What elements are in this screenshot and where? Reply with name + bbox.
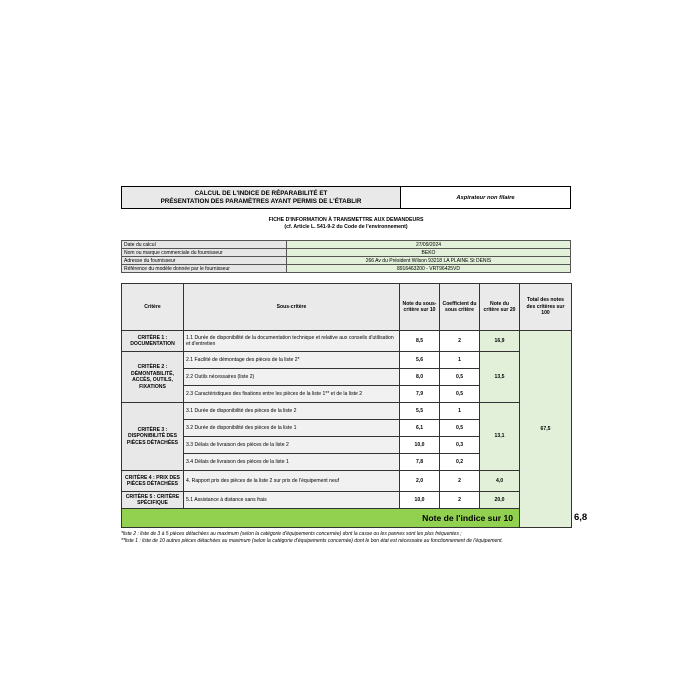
final-score-label: Note de l'indice sur 10	[122, 509, 520, 528]
table-row	[122, 352, 572, 369]
footnotes	[121, 531, 573, 545]
subcriterion-note: 5,6	[400, 352, 440, 369]
info-row	[122, 241, 571, 249]
criteria-table	[121, 283, 588, 528]
info-row	[122, 249, 571, 257]
subcriterion-coef: 0,2	[440, 454, 480, 471]
criterion-1-score: 16,9	[480, 331, 520, 352]
criterion-5-score: 20,0	[480, 492, 520, 509]
table-row	[122, 492, 572, 509]
final-row: Note de l'indice sur 10 6,8	[122, 509, 572, 528]
info-label: Date du calcul	[122, 241, 287, 249]
title-line-1: CALCUL DE L'INDICE DE RÉPARABILITÉ ET	[194, 189, 328, 197]
subcriterion-label: 2.2 Outils nécessaires (liste 2)	[184, 369, 400, 386]
col-note: Note du sous-critère sur 10	[400, 284, 440, 331]
subcriterion-coef: 0,5	[440, 386, 480, 403]
fiche-line-2: (cf. Article L. 541-9-2 du Code de l'environnement)	[284, 224, 408, 230]
fiche-heading	[121, 217, 571, 231]
table-row	[122, 403, 572, 420]
criterion-2-name: CRITÈRE 2 : DÉMONTABILITÉ, ACCÈS, OUTILS, FIXATIONS	[122, 352, 184, 403]
info-value: BEKO	[287, 249, 571, 257]
criterion-4-name: CRITÈRE 4 : PRIX DES PIÈCES DÉTACHÉES	[122, 471, 184, 492]
subcriterion-label: 4. Rapport prix des pièces de la liste 2 sur prix de l'équipement neuf	[184, 471, 400, 492]
product-type: Aspirateur non filaire	[456, 194, 515, 201]
subcriterion-label: 3.2 Durée de disponibilité des pièces de la liste 1	[184, 420, 400, 437]
col-sous-critere: Sous-critère	[184, 284, 400, 331]
subcriterion-label: 5.1 Assistance à distance sans frais	[184, 492, 400, 509]
table-row	[122, 331, 572, 352]
col-coef: Coefficient du sous critère	[440, 284, 480, 331]
subcriterion-note: 6,1	[400, 420, 440, 437]
title-line-2: PRÉSENTATION DES PARAMÈTRES AYANT PERMIS DE L'ÉTABLIR	[160, 197, 362, 205]
subcriterion-coef: 2	[440, 331, 480, 352]
subcriterion-label: 3.1 Durée de disponibilité des pièces de la liste 2	[184, 403, 400, 420]
repairability-sheet	[121, 186, 588, 545]
info-row	[122, 265, 571, 273]
criterion-4-score: 4,0	[480, 471, 520, 492]
table-row	[122, 471, 572, 492]
info-label: Adresse du fournisseur	[122, 257, 287, 265]
subcriterion-coef: 1	[440, 352, 480, 369]
subcriterion-coef: 0,5	[440, 420, 480, 437]
footnote-list-1: **liste 1 : liste de 10 autres pièces détachées au maximum (selon la catégorie d'équipements concernée) dont le bon état est nécessaire au fonctionnement de l'équipement.	[121, 538, 503, 544]
header-box	[121, 186, 571, 209]
info-value: 8916463200 - VRT96425VD	[287, 265, 571, 273]
info-label: Nom ou marque commerciale du fournisseur	[122, 249, 287, 257]
subcriterion-note: 7,8	[400, 454, 440, 471]
info-row	[122, 257, 571, 265]
subcriterion-label: 3.4 Délais de livraison des pièces de la liste 1	[184, 454, 400, 471]
table-header-row	[122, 284, 572, 331]
subcriterion-coef: 1	[440, 403, 480, 420]
subcriterion-note: 8,0	[400, 369, 440, 386]
subcriterion-label: 2.1 Facilité de démontage des pièces de la liste 2*	[184, 352, 400, 369]
criterion-3-score: 13,1	[480, 403, 520, 471]
subcriterion-coef: 2	[440, 471, 480, 492]
col-note20: Note du critère sur 20	[480, 284, 520, 331]
criterion-1-name: CRITÈRE 1 : DOCUMENTATION	[122, 331, 184, 352]
subcriterion-note: 5,5	[400, 403, 440, 420]
fiche-line-1: FICHE D'INFORMATION À TRANSMETTRE AUX DEMANDEURS	[268, 217, 424, 223]
subcriterion-note: 8,5	[400, 331, 440, 352]
total-score-100: 67,5	[520, 331, 572, 528]
subcriterion-label: 2.3 Caractéristiques des fixations entre les pièces de la liste 1** et de la liste 2	[184, 386, 400, 403]
subcriterion-label: 3.3 Délais de livraison des pièces de la liste 2	[184, 437, 400, 454]
subcriterion-label: 1.1 Durée de disponibilité de la documentation technique et relative aux conseils d'utilisation et d'entretien	[184, 331, 400, 352]
sheet-title	[122, 187, 401, 208]
subcriterion-coef: 0,3	[440, 437, 480, 454]
col-critere: Critère	[122, 284, 184, 331]
info-label: Référence du modèle donnée par le fournisseur	[122, 265, 287, 273]
subcriterion-note: 2,0	[400, 471, 440, 492]
criterion-3-name: CRITÈRE 3 : DISPONIBILITÉ DES PIÈCES DÉTACHÉES	[122, 403, 184, 471]
info-value: 266 Av du Président Wilson 93218 LA PLAINE St DENIS	[287, 257, 571, 265]
subcriterion-coef: 0,5	[440, 369, 480, 386]
subcriterion-note: 10,0	[400, 492, 440, 509]
subcriterion-note: 10,0	[400, 437, 440, 454]
subcriterion-note: 7,9	[400, 386, 440, 403]
col-total: Total des notes des critères sur 100	[520, 284, 572, 331]
supplier-info-table	[121, 240, 571, 273]
info-value: 27/09/2024	[287, 241, 571, 249]
criterion-2-score: 13,5	[480, 352, 520, 403]
footnote-list-2: *liste 2 : liste de 3 à 5 pièces détachées au maximum (selon la catégorie d'équipements concernée) dont la casse ou les pannes sont les plus fréquentes ;	[121, 531, 462, 537]
criterion-5-name: CRITÈRE 5 : CRITÈRE SPÉCIFIQUE	[122, 492, 184, 509]
subcriterion-coef: 2	[440, 492, 480, 509]
